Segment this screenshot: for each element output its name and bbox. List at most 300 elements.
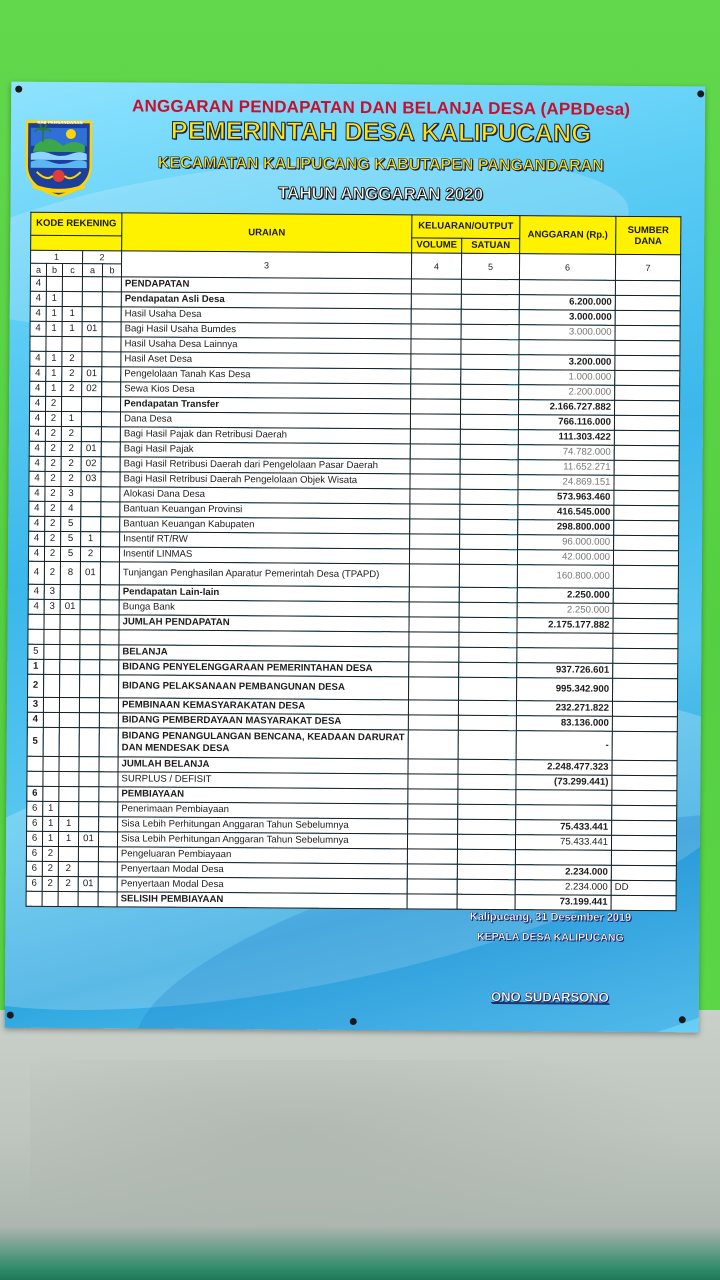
kode-cell: 2 <box>62 381 82 396</box>
kode-cell: 01 <box>81 442 101 457</box>
kode-cell: 1 <box>46 351 62 366</box>
index-7: 7 <box>615 254 680 280</box>
kode-cell <box>82 292 102 307</box>
kode-cell: 6 <box>26 861 42 876</box>
kode-cell: 4 <box>29 441 45 456</box>
kode-cell: 4 <box>28 599 44 614</box>
volume-cell <box>409 602 459 617</box>
kode-cell <box>102 292 121 307</box>
kode-cell <box>81 517 101 532</box>
kode-cell: 2 <box>42 876 58 891</box>
sumber-dana-cell <box>613 618 678 633</box>
header-kode-rekening: KODE REKENING <box>31 212 122 236</box>
kode-cell: 4 <box>28 561 44 584</box>
kode-cell: 2 <box>45 501 61 516</box>
logo-caption: KAB PANGANDARAN <box>37 119 83 126</box>
kode-cell <box>27 756 43 771</box>
anggaran-cell: 2.200.000 <box>519 385 615 401</box>
header-pemerintah-desa: PEMERINTAH DESA KALIPUCANG <box>170 116 592 148</box>
sumber-dana-cell <box>612 716 677 731</box>
volume-cell <box>411 294 461 309</box>
kode-cell <box>100 585 119 600</box>
sumber-dana-cell <box>612 701 677 716</box>
anggaran-cell: (73.299.441) <box>516 775 612 791</box>
satuan-cell <box>460 399 518 414</box>
volume-cell <box>408 715 458 730</box>
kode-cell: 4 <box>30 381 46 396</box>
volume-cell <box>408 804 458 819</box>
uraian-cell: Penyertaan Modal Desa <box>117 862 407 879</box>
anggaran-cell <box>516 805 612 821</box>
kode-cell <box>82 307 102 322</box>
kode-cell <box>100 660 119 675</box>
anggaran-cell: 160.800.000 <box>517 565 613 589</box>
kode-cell <box>44 644 60 659</box>
anggaran-cell: 2.250.000 <box>517 588 613 604</box>
kode-cell: 5 <box>61 531 81 546</box>
uraian-cell: PENDAPATAN <box>121 277 411 294</box>
kode-cell: 4 <box>30 321 46 336</box>
satuan-cell <box>460 504 518 519</box>
kode-cell: 2 <box>62 351 82 366</box>
kode-cell: 4 <box>30 366 46 381</box>
table-row <box>27 727 677 761</box>
kode-cell: 2 <box>42 861 58 876</box>
sumber-dana-cell <box>613 565 678 588</box>
kode-cell <box>59 712 79 727</box>
index-sub-b2: b <box>102 264 121 277</box>
volume-cell <box>411 279 461 294</box>
header-kode-spacer <box>31 235 122 251</box>
uraian-cell: PEMBIAYAAN <box>118 787 408 804</box>
uraian-cell: Pengelolaan Tanah Kas Desa <box>121 367 411 384</box>
satuan-cell <box>460 429 518 444</box>
kode-cell <box>100 600 119 615</box>
index-group-1: 1 <box>31 250 83 263</box>
kode-cell: 4 <box>28 584 44 599</box>
kode-cell: 1 <box>46 306 62 321</box>
kode-cell <box>46 336 62 351</box>
kode-cell: 4 <box>29 531 45 546</box>
kode-cell <box>59 786 79 801</box>
volume-cell <box>408 774 458 789</box>
kode-cell: 1 <box>81 532 101 547</box>
anggaran-cell: 3.200.000 <box>519 355 615 371</box>
kode-cell: 1 <box>59 816 79 831</box>
kode-cell <box>98 877 117 892</box>
satuan-cell <box>461 324 519 339</box>
kode-cell <box>30 336 46 351</box>
volume-cell <box>409 564 459 587</box>
sumber-dana-cell <box>615 370 680 385</box>
anggaran-cell: 995.342.900 <box>517 678 613 702</box>
volume-cell <box>411 339 461 354</box>
satuan-cell <box>461 279 519 294</box>
kode-cell: 2 <box>28 674 44 697</box>
sumber-dana-cell <box>613 633 678 648</box>
kode-cell <box>102 382 121 397</box>
kode-cell: 2 <box>44 546 60 561</box>
satuan-cell <box>460 459 518 474</box>
kode-cell <box>60 674 80 697</box>
kode-cell <box>78 862 98 877</box>
anggaran-cell: 232.271.822 <box>516 701 612 717</box>
kode-cell <box>79 713 99 728</box>
kode-cell <box>102 277 121 292</box>
volume-cell <box>410 474 460 489</box>
satuan-cell <box>460 534 518 549</box>
uraian-cell: Pendapatan Transfer <box>121 397 411 414</box>
satuan-cell <box>460 519 518 534</box>
kode-cell <box>80 645 100 660</box>
anggaran-cell: 6.200.000 <box>519 295 615 311</box>
volume-cell <box>411 354 461 369</box>
uraian-cell: SURPLUS / DEFISIT <box>118 772 408 789</box>
kode-cell <box>101 412 120 427</box>
index-3: 3 <box>121 251 411 279</box>
kode-cell <box>44 629 60 644</box>
grommet <box>7 1012 14 1019</box>
volume-cell <box>410 504 460 519</box>
kode-cell <box>43 756 59 771</box>
uraian-cell: Bantuan Keuangan Kabupaten <box>120 517 410 534</box>
kode-cell: 4 <box>29 456 45 471</box>
kode-cell <box>44 614 60 629</box>
uraian-cell: PEMBINAAN KEMASYARAKATAN DESA <box>118 698 408 715</box>
sumber-dana-cell <box>614 400 679 415</box>
anggaran-cell: 42.000.000 <box>517 550 613 566</box>
kode-cell: 2 <box>44 561 60 584</box>
uraian-cell: Penerimaan Pembiayaan <box>118 802 408 819</box>
kode-cell: 4 <box>29 426 45 441</box>
kode-cell <box>43 771 59 786</box>
sumber-dana-cell <box>614 520 679 535</box>
kode-cell <box>99 787 118 802</box>
signature-place-date: Kalipucang, 31 Desember 2019 <box>469 910 632 924</box>
kode-cell: 01 <box>82 322 102 337</box>
kode-cell <box>101 427 120 442</box>
anggaran-cell <box>517 633 613 649</box>
kode-cell: 1 <box>42 831 58 846</box>
satuan-cell <box>458 789 516 804</box>
kode-cell: 1 <box>61 411 81 426</box>
kode-cell: 6 <box>26 876 42 891</box>
kode-cell <box>59 756 79 771</box>
uraian-cell: Insentif RT/RW <box>120 532 410 549</box>
anggaran-cell: 3.000.000 <box>519 310 615 326</box>
kode-cell <box>79 802 99 817</box>
uraian-cell: Pendapatan Asli Desa <box>121 292 411 309</box>
sumber-dana-cell <box>613 603 678 618</box>
volume-cell <box>411 324 461 339</box>
kode-cell <box>59 727 79 756</box>
anggaran-cell <box>519 340 615 356</box>
volume-cell <box>409 549 459 564</box>
volume-cell <box>410 429 460 444</box>
sumber-dana-cell <box>612 678 677 701</box>
grommet <box>697 90 704 97</box>
kode-cell <box>44 674 60 697</box>
anggaran-cell: 298.800.000 <box>518 520 614 536</box>
volume-cell <box>408 759 458 774</box>
kode-cell: 4 <box>29 486 45 501</box>
kode-cell: 1 <box>46 321 62 336</box>
index-sub-a: a <box>30 263 46 276</box>
uraian-cell: Sisa Lebih Perhitungan Anggaran Tahun Sebelumnya <box>117 832 407 849</box>
sumber-dana-cell <box>612 805 677 820</box>
volume-cell <box>408 700 458 715</box>
kode-cell: 2 <box>61 441 81 456</box>
kode-cell: 1 <box>43 816 59 831</box>
satuan-cell <box>461 339 519 354</box>
kode-cell <box>102 337 121 352</box>
uraian-cell: Hasil Usaha Desa Lainnya <box>121 337 411 354</box>
kode-cell <box>60 659 80 674</box>
kode-cell: 2 <box>58 861 78 876</box>
kode-cell <box>60 614 80 629</box>
index-6: 6 <box>519 254 615 281</box>
satuan-cell <box>461 384 519 399</box>
kode-cell: 1 <box>62 306 82 321</box>
kode-cell: 5 <box>27 727 43 756</box>
uraian-cell: SELISIH PEMBIAYAAN <box>117 892 407 909</box>
kode-cell <box>60 629 80 644</box>
satuan-cell <box>461 354 519 369</box>
kode-cell <box>28 614 44 629</box>
volume-cell <box>410 519 460 534</box>
sumber-dana-cell <box>611 835 676 850</box>
kode-cell <box>43 786 59 801</box>
kode-cell <box>99 757 118 772</box>
volume-cell <box>411 399 461 414</box>
kode-cell <box>79 817 99 832</box>
kode-cell: 1 <box>46 381 62 396</box>
anggaran-cell: 24.869.151 <box>518 475 614 491</box>
uraian-cell: BIDANG PENYELENGGARAAN PEMERINTAHAN DESA <box>119 660 409 677</box>
volume-cell <box>411 384 461 399</box>
kode-cell <box>79 698 99 713</box>
satuan-cell <box>460 474 518 489</box>
wall-stain <box>30 1060 690 1240</box>
uraian-cell: Bagi Hasil Usaha Bumdes <box>121 322 411 339</box>
kode-cell: 4 <box>30 351 46 366</box>
uraian-cell: Pengeluaran Pembiayaan <box>117 847 407 864</box>
kode-cell <box>98 892 117 907</box>
anggaran-cell <box>515 850 611 866</box>
anggaran-cell: 74.782.000 <box>518 445 614 461</box>
kode-cell <box>99 698 118 713</box>
kode-cell: 6 <box>27 801 43 816</box>
kode-cell: 2 <box>45 486 61 501</box>
kode-cell <box>43 697 59 712</box>
kode-cell <box>100 630 119 645</box>
signature-name: ONO SUDARSONO <box>491 988 609 1005</box>
kode-cell <box>79 772 99 787</box>
kode-cell: 6 <box>26 831 42 846</box>
satuan-cell <box>460 414 518 429</box>
kode-cell <box>59 801 79 816</box>
satuan-cell <box>459 632 517 647</box>
kode-cell: 2 <box>45 411 61 426</box>
kode-cell <box>82 397 102 412</box>
sumber-dana-cell <box>614 505 679 520</box>
kode-cell <box>100 562 119 585</box>
satuan-cell <box>460 444 518 459</box>
uraian-cell: BIDANG PELAKSANAAN PEMBANGUNAN DESA <box>119 675 409 700</box>
satuan-cell <box>461 294 519 309</box>
apbdesa-banner <box>5 82 706 1033</box>
satuan-cell <box>458 774 516 789</box>
kode-cell <box>101 502 120 517</box>
satuan-cell <box>459 617 517 632</box>
index-group-2: 2 <box>83 251 122 264</box>
kode-cell: 1 <box>62 321 82 336</box>
uraian-cell: BIDANG PEMBERDAYAAN MASYARAKAT DESA <box>118 713 408 730</box>
kode-cell <box>98 832 117 847</box>
kode-cell <box>100 547 119 562</box>
kode-cell <box>79 787 99 802</box>
volume-cell <box>409 587 459 602</box>
volume-cell <box>409 662 459 677</box>
volume-cell <box>410 489 460 504</box>
sumber-dana-cell: DD <box>611 880 676 895</box>
kode-cell: 2 <box>46 396 62 411</box>
kode-cell <box>100 615 119 630</box>
uraian-cell: Hasil Usaha Desa <box>121 307 411 324</box>
index-sub-b: b <box>46 263 62 276</box>
volume-cell <box>407 864 457 879</box>
uraian-cell: Pendapatan Lain-lain <box>119 585 409 602</box>
grommet <box>679 1016 686 1023</box>
header-uraian: URAIAN <box>122 213 412 253</box>
kode-cell <box>62 276 82 291</box>
kode-cell: 02 <box>82 382 102 397</box>
sumber-dana-cell <box>611 850 676 865</box>
sumber-dana-cell <box>615 310 680 325</box>
kode-cell <box>58 891 78 906</box>
anggaran-cell: 2.234.000 <box>515 880 611 896</box>
kode-cell <box>42 891 58 906</box>
anggaran-cell <box>516 790 612 806</box>
kode-cell <box>79 728 99 757</box>
header-satuan: SATUAN <box>462 238 520 253</box>
uraian-cell: Bagi Hasil Pajak <box>120 442 410 459</box>
uraian-cell: JUMLAH BELANJA <box>118 757 408 774</box>
kode-cell: 4 <box>30 306 46 321</box>
anggaran-cell: - <box>516 731 612 761</box>
kode-cell: 03 <box>81 472 101 487</box>
grommet <box>350 1018 357 1025</box>
kode-cell <box>101 487 120 502</box>
volume-cell <box>411 309 461 324</box>
kode-cell <box>101 517 120 532</box>
kode-cell <box>100 675 119 698</box>
sumber-dana-cell <box>615 280 680 295</box>
sumber-dana-cell <box>615 340 680 355</box>
volume-cell <box>410 414 460 429</box>
uraian-cell: Dana Desa <box>120 412 410 429</box>
sumber-dana-cell <box>612 820 677 835</box>
kode-cell <box>81 427 101 442</box>
kode-cell <box>80 615 100 630</box>
anggaran-cell: 73.199.441 <box>515 895 611 911</box>
anggaran-cell: 416.545.000 <box>518 505 614 521</box>
kode-cell <box>59 697 79 712</box>
kode-cell <box>100 645 119 660</box>
satuan-cell <box>459 677 517 700</box>
sumber-dana-cell <box>612 731 677 760</box>
kode-cell: 6 <box>26 846 42 861</box>
kode-cell: 5 <box>60 546 80 561</box>
volume-cell <box>410 444 460 459</box>
kode-cell <box>60 644 80 659</box>
kode-cell <box>99 728 118 757</box>
kode-cell <box>99 817 118 832</box>
kode-cell: 4 <box>29 471 45 486</box>
sumber-dana-cell <box>614 460 679 475</box>
kode-cell <box>101 442 120 457</box>
kode-cell <box>81 487 101 502</box>
kode-cell <box>102 367 121 382</box>
kode-cell <box>102 397 121 412</box>
volume-cell <box>411 369 461 384</box>
anggaran-cell: 75.433.441 <box>515 835 611 851</box>
volume-cell <box>409 647 459 662</box>
kode-cell <box>101 532 120 547</box>
anggaran-cell <box>519 280 615 296</box>
anggaran-cell: 2.175.177.882 <box>517 618 613 634</box>
sumber-dana-cell <box>614 475 679 490</box>
anggaran-cell: 2.234.000 <box>515 865 611 881</box>
kode-cell: 1 <box>28 659 44 674</box>
kode-cell: 4 <box>29 516 45 531</box>
satuan-cell <box>459 662 517 677</box>
sumber-dana-cell <box>614 430 679 445</box>
satuan-cell <box>458 804 516 819</box>
sumber-dana-cell <box>611 865 676 880</box>
kode-cell: 1 <box>46 291 62 306</box>
uraian-cell: Hasil Aset Desa <box>121 352 411 369</box>
kode-cell: 1 <box>43 801 59 816</box>
kode-cell: 2 <box>42 846 58 861</box>
kode-cell <box>98 862 117 877</box>
anggaran-cell: 766.116.000 <box>518 415 614 431</box>
kode-cell <box>60 584 80 599</box>
kode-cell <box>80 630 100 645</box>
kode-cell: 6 <box>27 816 43 831</box>
satuan-cell <box>461 369 519 384</box>
sumber-dana-cell <box>613 588 678 603</box>
budget-table-body <box>26 276 680 911</box>
satuan-cell <box>457 864 515 879</box>
kode-cell: 2 <box>45 441 61 456</box>
kode-cell: 01 <box>82 367 102 382</box>
kode-cell <box>26 891 42 906</box>
kode-cell <box>43 727 59 756</box>
kode-cell <box>78 892 98 907</box>
kode-cell: 4 <box>27 712 43 727</box>
satuan-cell <box>461 309 519 324</box>
kode-cell <box>59 771 79 786</box>
kode-cell: 2 <box>45 471 61 486</box>
uraian-cell: Sewa Kios Desa <box>121 382 411 399</box>
uraian-cell: Insentif LINMAS <box>119 547 409 564</box>
kode-cell: 5 <box>28 644 44 659</box>
anggaran-cell: 83.136.000 <box>516 716 612 732</box>
volume-cell <box>410 459 460 474</box>
sumber-dana-cell <box>615 295 680 310</box>
kode-cell: 4 <box>28 546 44 561</box>
